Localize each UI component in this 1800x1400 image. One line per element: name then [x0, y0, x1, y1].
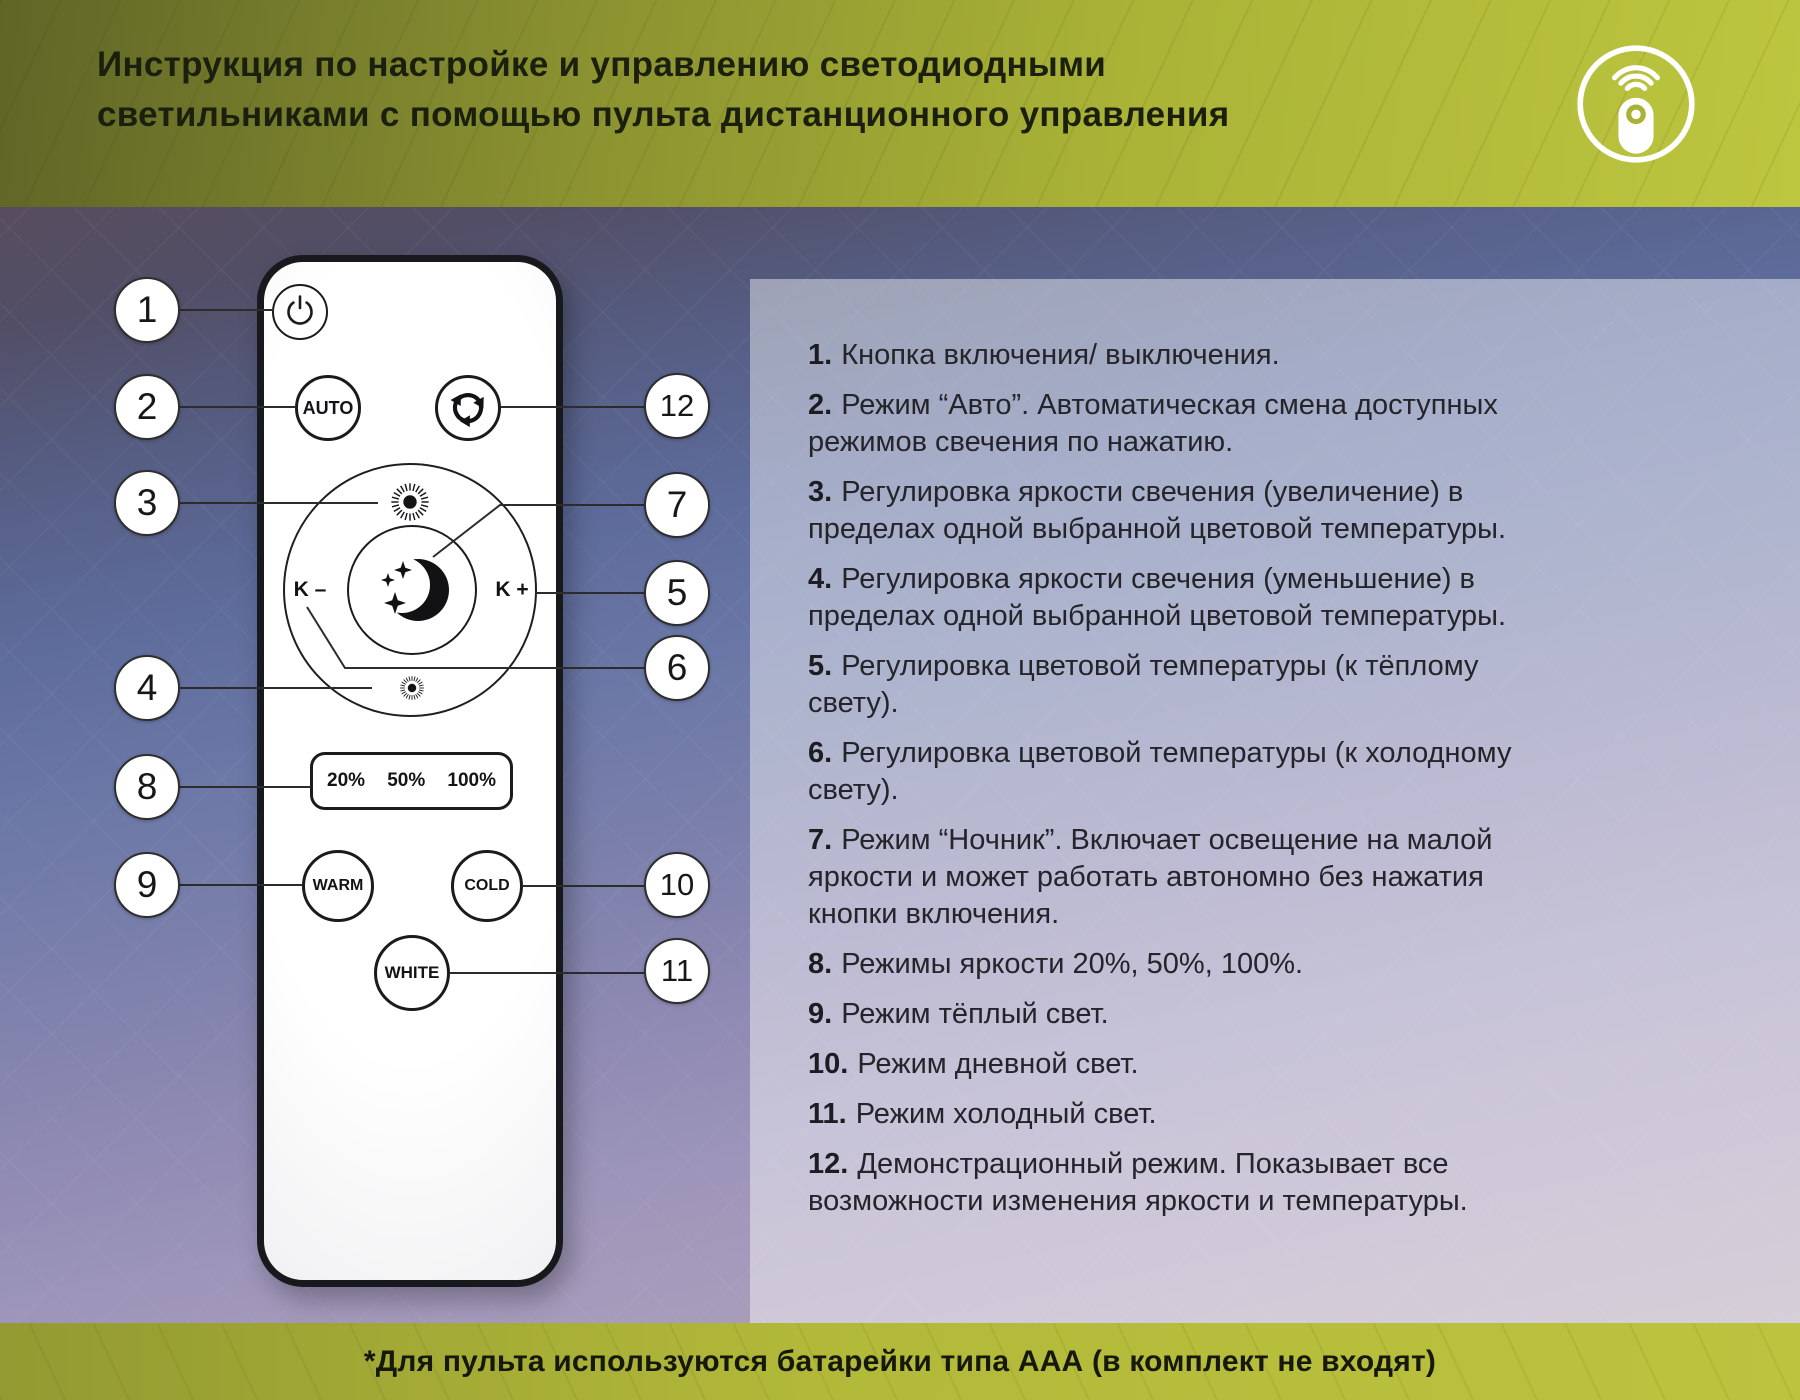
- instruction-item-2: [808, 387, 1513, 461]
- item-number: 12.: [808, 1148, 849, 1180]
- moon-stars-icon: [364, 542, 460, 638]
- demo-mode-button: [435, 375, 501, 441]
- brightness-presets-button: [310, 752, 513, 810]
- callout-11: 11: [644, 938, 710, 1004]
- item-text: Регулировка цветовой температуры (к тёплому свету).: [808, 650, 1479, 719]
- title-line-1: Инструкция по настройке и управлению светодиодными: [97, 45, 1107, 84]
- instruction-item-7: [808, 822, 1513, 933]
- auto-button: [295, 375, 361, 441]
- item-number: 5.: [808, 650, 833, 682]
- preset-100-label: 100%: [447, 770, 496, 791]
- preset-50-label: 50%: [387, 770, 426, 791]
- item-text: Режим “Авто”. Автоматическая смена доступных режимов свечения по нажатию.: [808, 389, 1498, 458]
- warm-button: [302, 850, 374, 922]
- instruction-item-9: [808, 996, 1513, 1033]
- callout-10: 10: [644, 852, 710, 918]
- sun-large-icon: [388, 480, 432, 524]
- remote-signal-icon: [1574, 42, 1698, 166]
- instruction-item-10: [808, 1046, 1513, 1083]
- battery-note: *Для пульта используются батарейки типа ААА (в комплект не входят): [363, 1344, 1437, 1378]
- k-minus-label: K –: [293, 578, 327, 601]
- item-text: Демонстрационный режим. Показывает все возможности изменения яркости и температуры.: [808, 1148, 1468, 1217]
- item-number: 4.: [808, 563, 833, 595]
- callout-4: 4: [114, 655, 180, 721]
- callout-8: 8: [114, 754, 180, 820]
- page-title: [97, 40, 1229, 140]
- item-number: 1.: [808, 339, 833, 371]
- item-text: Режим дневной свет.: [857, 1048, 1139, 1080]
- header: [0, 0, 1800, 207]
- item-number: 9.: [808, 998, 833, 1030]
- callout-1: 1: [114, 277, 180, 343]
- item-number: 3.: [808, 476, 833, 508]
- callout-2: 2: [114, 374, 180, 440]
- instructions-panel: [750, 279, 1800, 1323]
- cold-button: [451, 850, 523, 922]
- callout-5: 5: [644, 560, 710, 626]
- item-text: Режим холодный свет.: [855, 1098, 1157, 1130]
- white-button-label: WHITE: [384, 963, 440, 982]
- instruction-item-4: [808, 561, 1513, 635]
- item-text: Регулировка яркости свечения (уменьшение) в пределах одной выбранной цветовой температуры.: [808, 563, 1507, 632]
- auto-button-label: AUTO: [302, 397, 354, 418]
- title-line-2: светильниками с помощью пульта дистанционного управления: [97, 95, 1230, 134]
- instructions-list: [750, 279, 1800, 1220]
- callout-6: 6: [644, 635, 710, 701]
- night-mode-button: [347, 525, 477, 655]
- main-area: [0, 207, 1800, 1323]
- sun-small-icon: [398, 674, 426, 702]
- warm-button-label: WARM: [312, 877, 364, 894]
- instruction-item-8: [808, 946, 1513, 983]
- item-number: 10.: [808, 1048, 849, 1080]
- callout-7: 7: [644, 472, 710, 538]
- instruction-item-3: [808, 474, 1513, 548]
- item-text: Регулировка цветовой температуры (к холодному свету).: [808, 737, 1512, 806]
- callout-12: 12: [644, 373, 710, 439]
- instruction-item-12: [808, 1146, 1513, 1220]
- k-plus-label: K +: [495, 578, 529, 601]
- callout-3: 3: [114, 470, 180, 536]
- cycle-arrows-icon: [441, 381, 495, 435]
- item-number: 8.: [808, 948, 833, 980]
- footer: [0, 1323, 1800, 1400]
- instruction-item-5: [808, 648, 1513, 722]
- item-text: Режимы яркости 20%, 50%, 100%.: [841, 948, 1304, 980]
- callout-9: 9: [114, 852, 180, 918]
- instruction-item-6: [808, 735, 1513, 809]
- power-button: [272, 284, 328, 340]
- cold-button-label: COLD: [464, 877, 510, 894]
- remote-body: [257, 255, 563, 1287]
- item-number: 2.: [808, 389, 833, 421]
- item-number: 7.: [808, 824, 833, 856]
- item-number: 11.: [808, 1098, 847, 1130]
- item-text: Режим тёплый свет.: [841, 998, 1109, 1030]
- item-text: Регулировка яркости свечения (увеличение) в пределах одной выбранной цветовой температуры.: [808, 476, 1507, 545]
- item-number: 6.: [808, 737, 833, 769]
- item-text: Кнопка включения/ выключения.: [841, 339, 1280, 371]
- instruction-item-1: [808, 337, 1513, 374]
- item-text: Режим “Ночник”. Включает освещение на малой яркости и может работать автономно без нажатия кнопки включения.: [808, 824, 1493, 930]
- preset-20-label: 20%: [327, 770, 366, 791]
- power-icon: [277, 289, 323, 335]
- instruction-item-11: [808, 1096, 1513, 1133]
- white-button: [374, 935, 450, 1011]
